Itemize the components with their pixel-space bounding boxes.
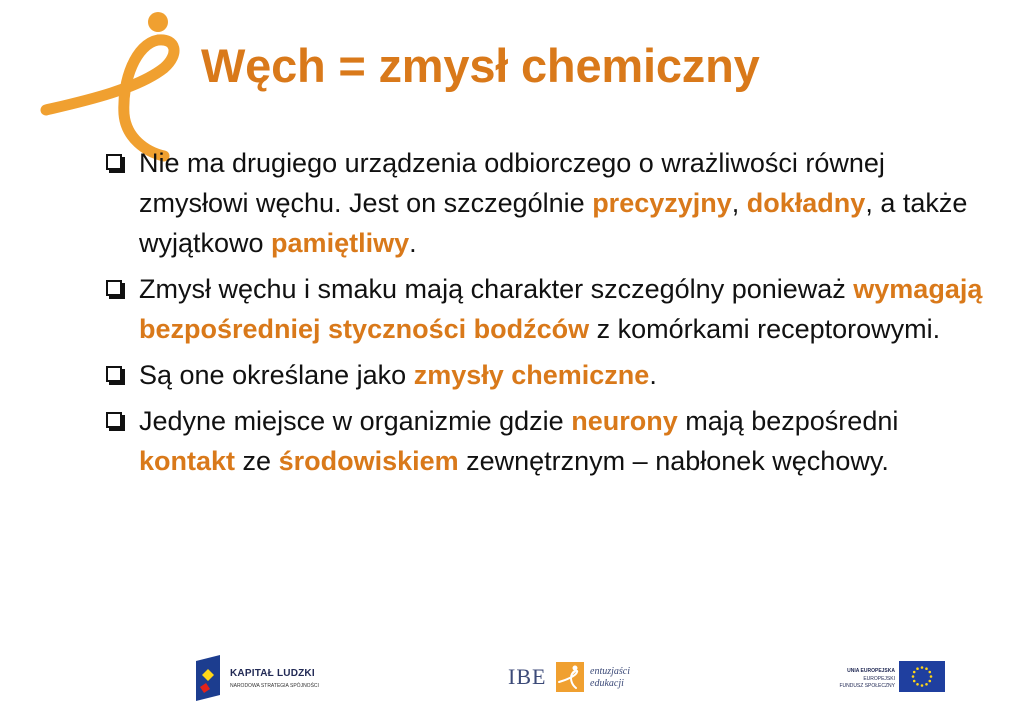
highlighted-term: precyzyjny (592, 188, 732, 218)
eu-star (916, 667, 919, 670)
eu-logo (832, 658, 947, 698)
highlighted-term: zmysły chemiczne (413, 360, 650, 390)
highlighted-term: środowiskiem (278, 446, 459, 476)
bullet-text: z komórkami receptorowymi. (589, 314, 941, 344)
bullet-list (106, 143, 986, 487)
kapital-ludzki-logo (196, 655, 346, 701)
slide-title: Węch = zmysł chemiczny (201, 39, 760, 92)
bullet-item (106, 143, 986, 263)
kapital-ludzki-subtitle: NARODOWA STRATEGIA SPÓJNOŚCI (230, 683, 319, 689)
bullet-text: Jedyne miejsce w organizmie gdzie (139, 406, 572, 436)
bullet-item (106, 269, 986, 349)
eu-star (913, 671, 916, 674)
eu-star (928, 680, 931, 683)
bullet-text: Są one określane jako (139, 360, 414, 390)
ibe-tagline-2: edukacji (590, 678, 624, 689)
eu-fund-line2: FUNDUSZ SPOŁECZNY (839, 683, 895, 689)
eu-star (925, 667, 928, 670)
highlighted-term: kontakt (139, 446, 236, 476)
footer-logos (0, 650, 1023, 710)
eu-star (925, 683, 928, 686)
bullet-item (106, 355, 986, 395)
highlighted-term: dokładny (746, 188, 866, 218)
kapital-ludzki-flag-icon (196, 655, 222, 701)
bullet-text: Nie ma drugiego urządzenia odbiorczego o wrażliwości równej zmysłowi węchu. Jest on szczególnie (139, 148, 885, 218)
eu-star (928, 671, 931, 674)
highlighted-term: pamiętliwy (271, 228, 410, 258)
eu-star (916, 683, 919, 686)
person-e-logo-icon (40, 6, 190, 166)
highlighted-term: neurony (571, 406, 678, 436)
bullet-item (106, 401, 986, 481)
checkbox-bullet-icon (106, 280, 122, 296)
ibe-person-icon (556, 662, 584, 692)
ibe-acronym: IBE (508, 664, 547, 689)
eu-fund-line1: EUROPEJSKI (863, 676, 895, 682)
eu-star (921, 684, 924, 687)
bullet-text: zewnętrznym – nabłonek węchowy. (458, 446, 889, 476)
bullet-text: . (409, 228, 417, 258)
eu-name: UNIA EUROPEJSKA (847, 668, 895, 674)
checkbox-bullet-icon (106, 366, 122, 382)
eu-star (921, 666, 924, 669)
ibe-tagline-1: entuzjaści (590, 666, 630, 677)
checkbox-bullet-icon (106, 154, 122, 170)
bullet-text: . (649, 360, 657, 390)
eu-star (912, 675, 915, 678)
bullet-text: ze (235, 446, 279, 476)
bullet-text: , a także wyjątkowo (139, 188, 968, 258)
bullet-text: , (731, 188, 747, 218)
checkbox-bullet-icon (106, 412, 122, 428)
kapital-ludzki-name: KAPITAŁ LUDZKI (230, 668, 315, 679)
eu-star (930, 675, 933, 678)
eu-star (913, 680, 916, 683)
bullet-text: Zmysł węchu i smaku mają charakter szczególny ponieważ (139, 274, 854, 304)
ibe-logo (508, 660, 648, 700)
highlighted-term: wymagają bezpośredniej styczności bodźców (139, 274, 983, 344)
bullet-text: mają bezpośredni (677, 406, 899, 436)
eu-flag-icon (899, 661, 945, 692)
